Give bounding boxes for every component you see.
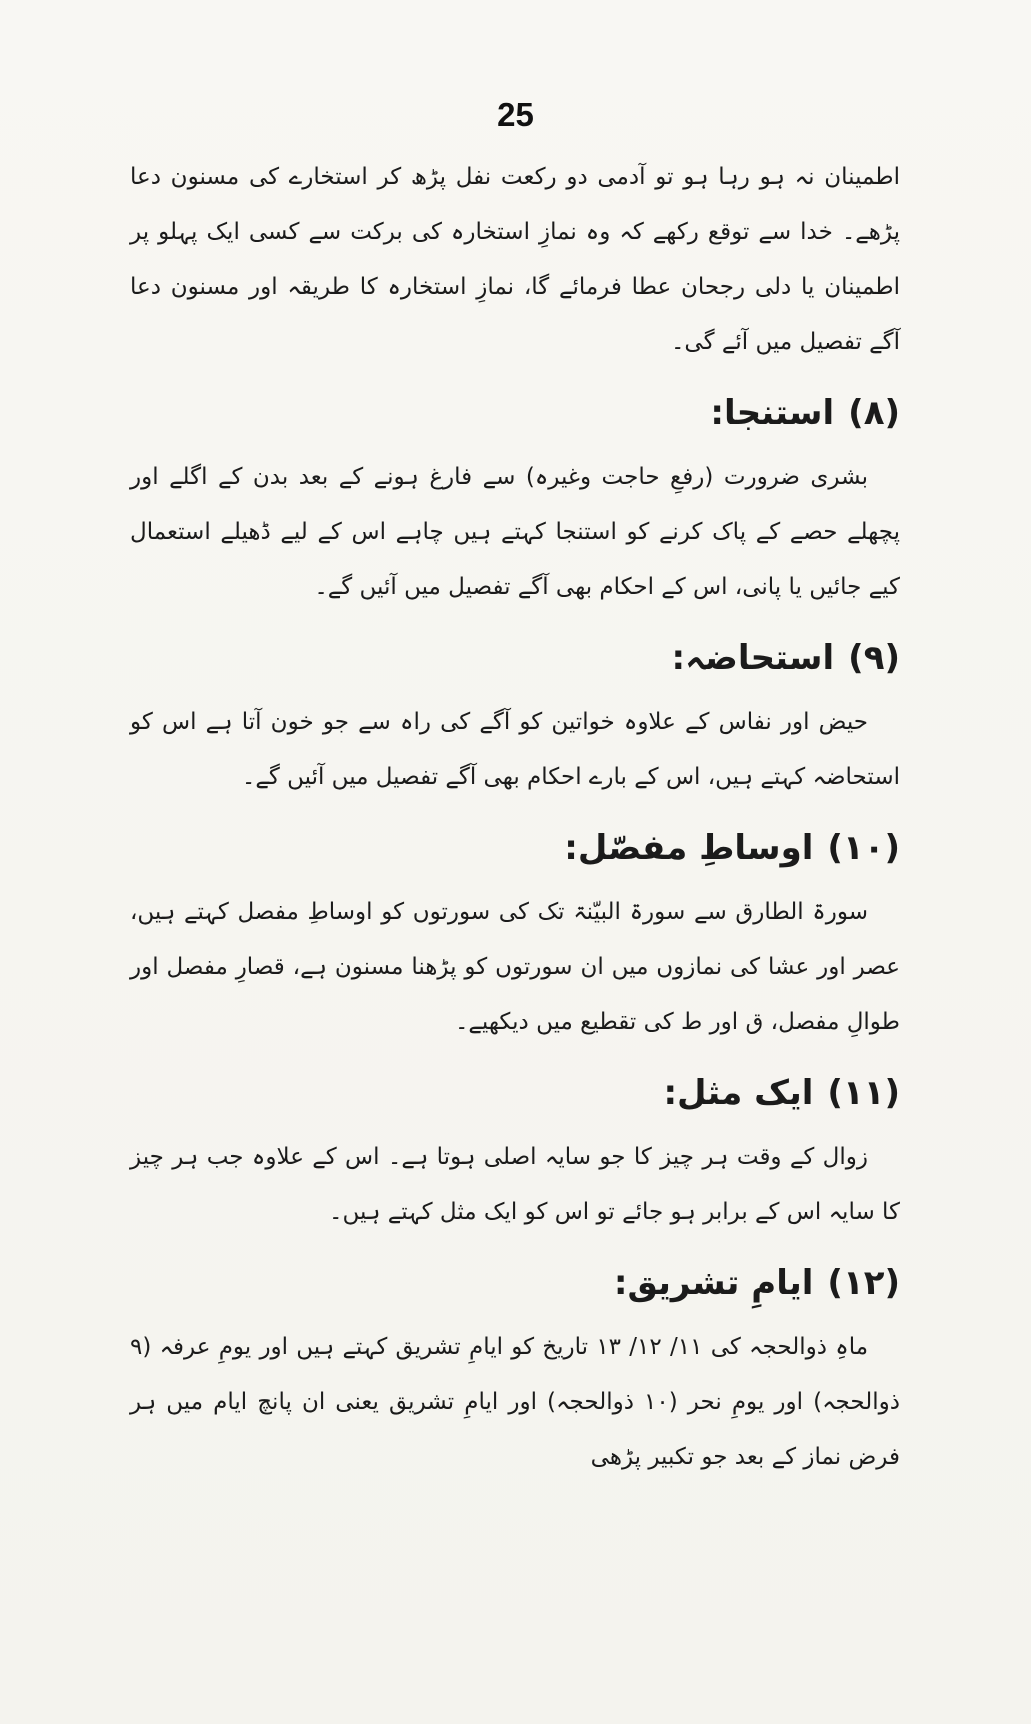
section-number: (۱۲) <box>827 1263 900 1303</box>
section-heading <box>130 629 900 687</box>
section-9 <box>130 629 900 805</box>
section-heading <box>130 1064 900 1122</box>
section-heading <box>130 819 900 877</box>
section-body: حیض اور نفاس کے علاوہ خواتین کو آگے کی راہ سے جو خون آتا ہے اس کو استحاضہ کہتے ہیں، اس کے بارے احکام بھی آگے تفصیل میں آئیں گے۔ <box>130 709 900 790</box>
section-number: (۸) <box>848 393 900 433</box>
section-number: (۹) <box>848 638 900 678</box>
section-title: اوساطِ مفصّل: <box>564 828 814 868</box>
section-11 <box>130 1064 900 1240</box>
section-heading <box>130 384 900 442</box>
section-title: ایک مثل: <box>663 1073 814 1113</box>
section-body: ماہِ ذوالحجہ کی ۱۱/ ۱۲/ ۱۳ تاریخ کو ایامِ تشریق کہتے ہیں اور یومِ عرفہ (۹ ذوالحجہ) اور یومِ نحر (۱۰ ذوالحجہ) اور ایامِ تشریق یعنی ان پانچ ایام میں ہر فرض نماز کے بعد جو تکبیر پڑھی <box>130 1334 900 1470</box>
section-number: (۱۰) <box>827 828 900 868</box>
section-title: استنجا: <box>710 393 835 433</box>
section-body: بشری ضرورت (رفعِ حاجت وغیرہ) سے فارغ ہونے کے بعد بدن کے اگلے اور پچھلے حصے کے پاک کرنے کو استنجا کہتے ہیں چاہے اس کے لیے ڈھیلے استعمال کیے جائیں یا پانی، اس کے احکام بھی آگے تفصیل میں آئیں گے۔ <box>130 464 900 600</box>
section-title: ایامِ تشریق: <box>613 1263 814 1303</box>
section-10 <box>130 819 900 1050</box>
section-number: (۱۱) <box>827 1073 900 1113</box>
section-body: سورۃ الطارق سے سورۃ البیّنۃ تک کی سورتوں کو اوساطِ مفصل کہتے ہیں، عصر اور عشا کی نمازوں میں ان سورتوں کو پڑھنا مسنون ہے، قصارِ مفصل اور طوالِ مفصل، ق اور ط کی تقطیع میں دیکھیے۔ <box>130 899 900 1035</box>
section-12 <box>130 1254 900 1485</box>
section-title: استحاضہ: <box>671 638 835 678</box>
section-heading <box>130 1254 900 1312</box>
page-number: 25 <box>497 96 534 133</box>
section-body: زوال کے وقت ہر چیز کا جو سایہ اصلی ہوتا ہے۔ اس کے علاوہ جب ہر چیز کا سایہ اس کے برابر ہو جائے تو اس کو ایک مثل کہتے ہیں۔ <box>130 1144 900 1225</box>
page-content <box>130 150 900 1489</box>
section-8 <box>130 384 900 615</box>
intro-paragraph: اطمینان نہ ہو رہا ہو تو آدمی دو رکعت نفل پڑھ کر استخارے کی مسنون دعا پڑھے۔ خدا سے توقع رکھے کہ وہ نمازِ استخارہ کی برکت سے کسی ایک پہلو پر اطمینان یا دلی رجحان عطا فرمائے گا، نمازِ استخارہ کا طریقہ اور مسنون دعا آگے تفصیل میں آئے گی۔ <box>130 164 900 355</box>
